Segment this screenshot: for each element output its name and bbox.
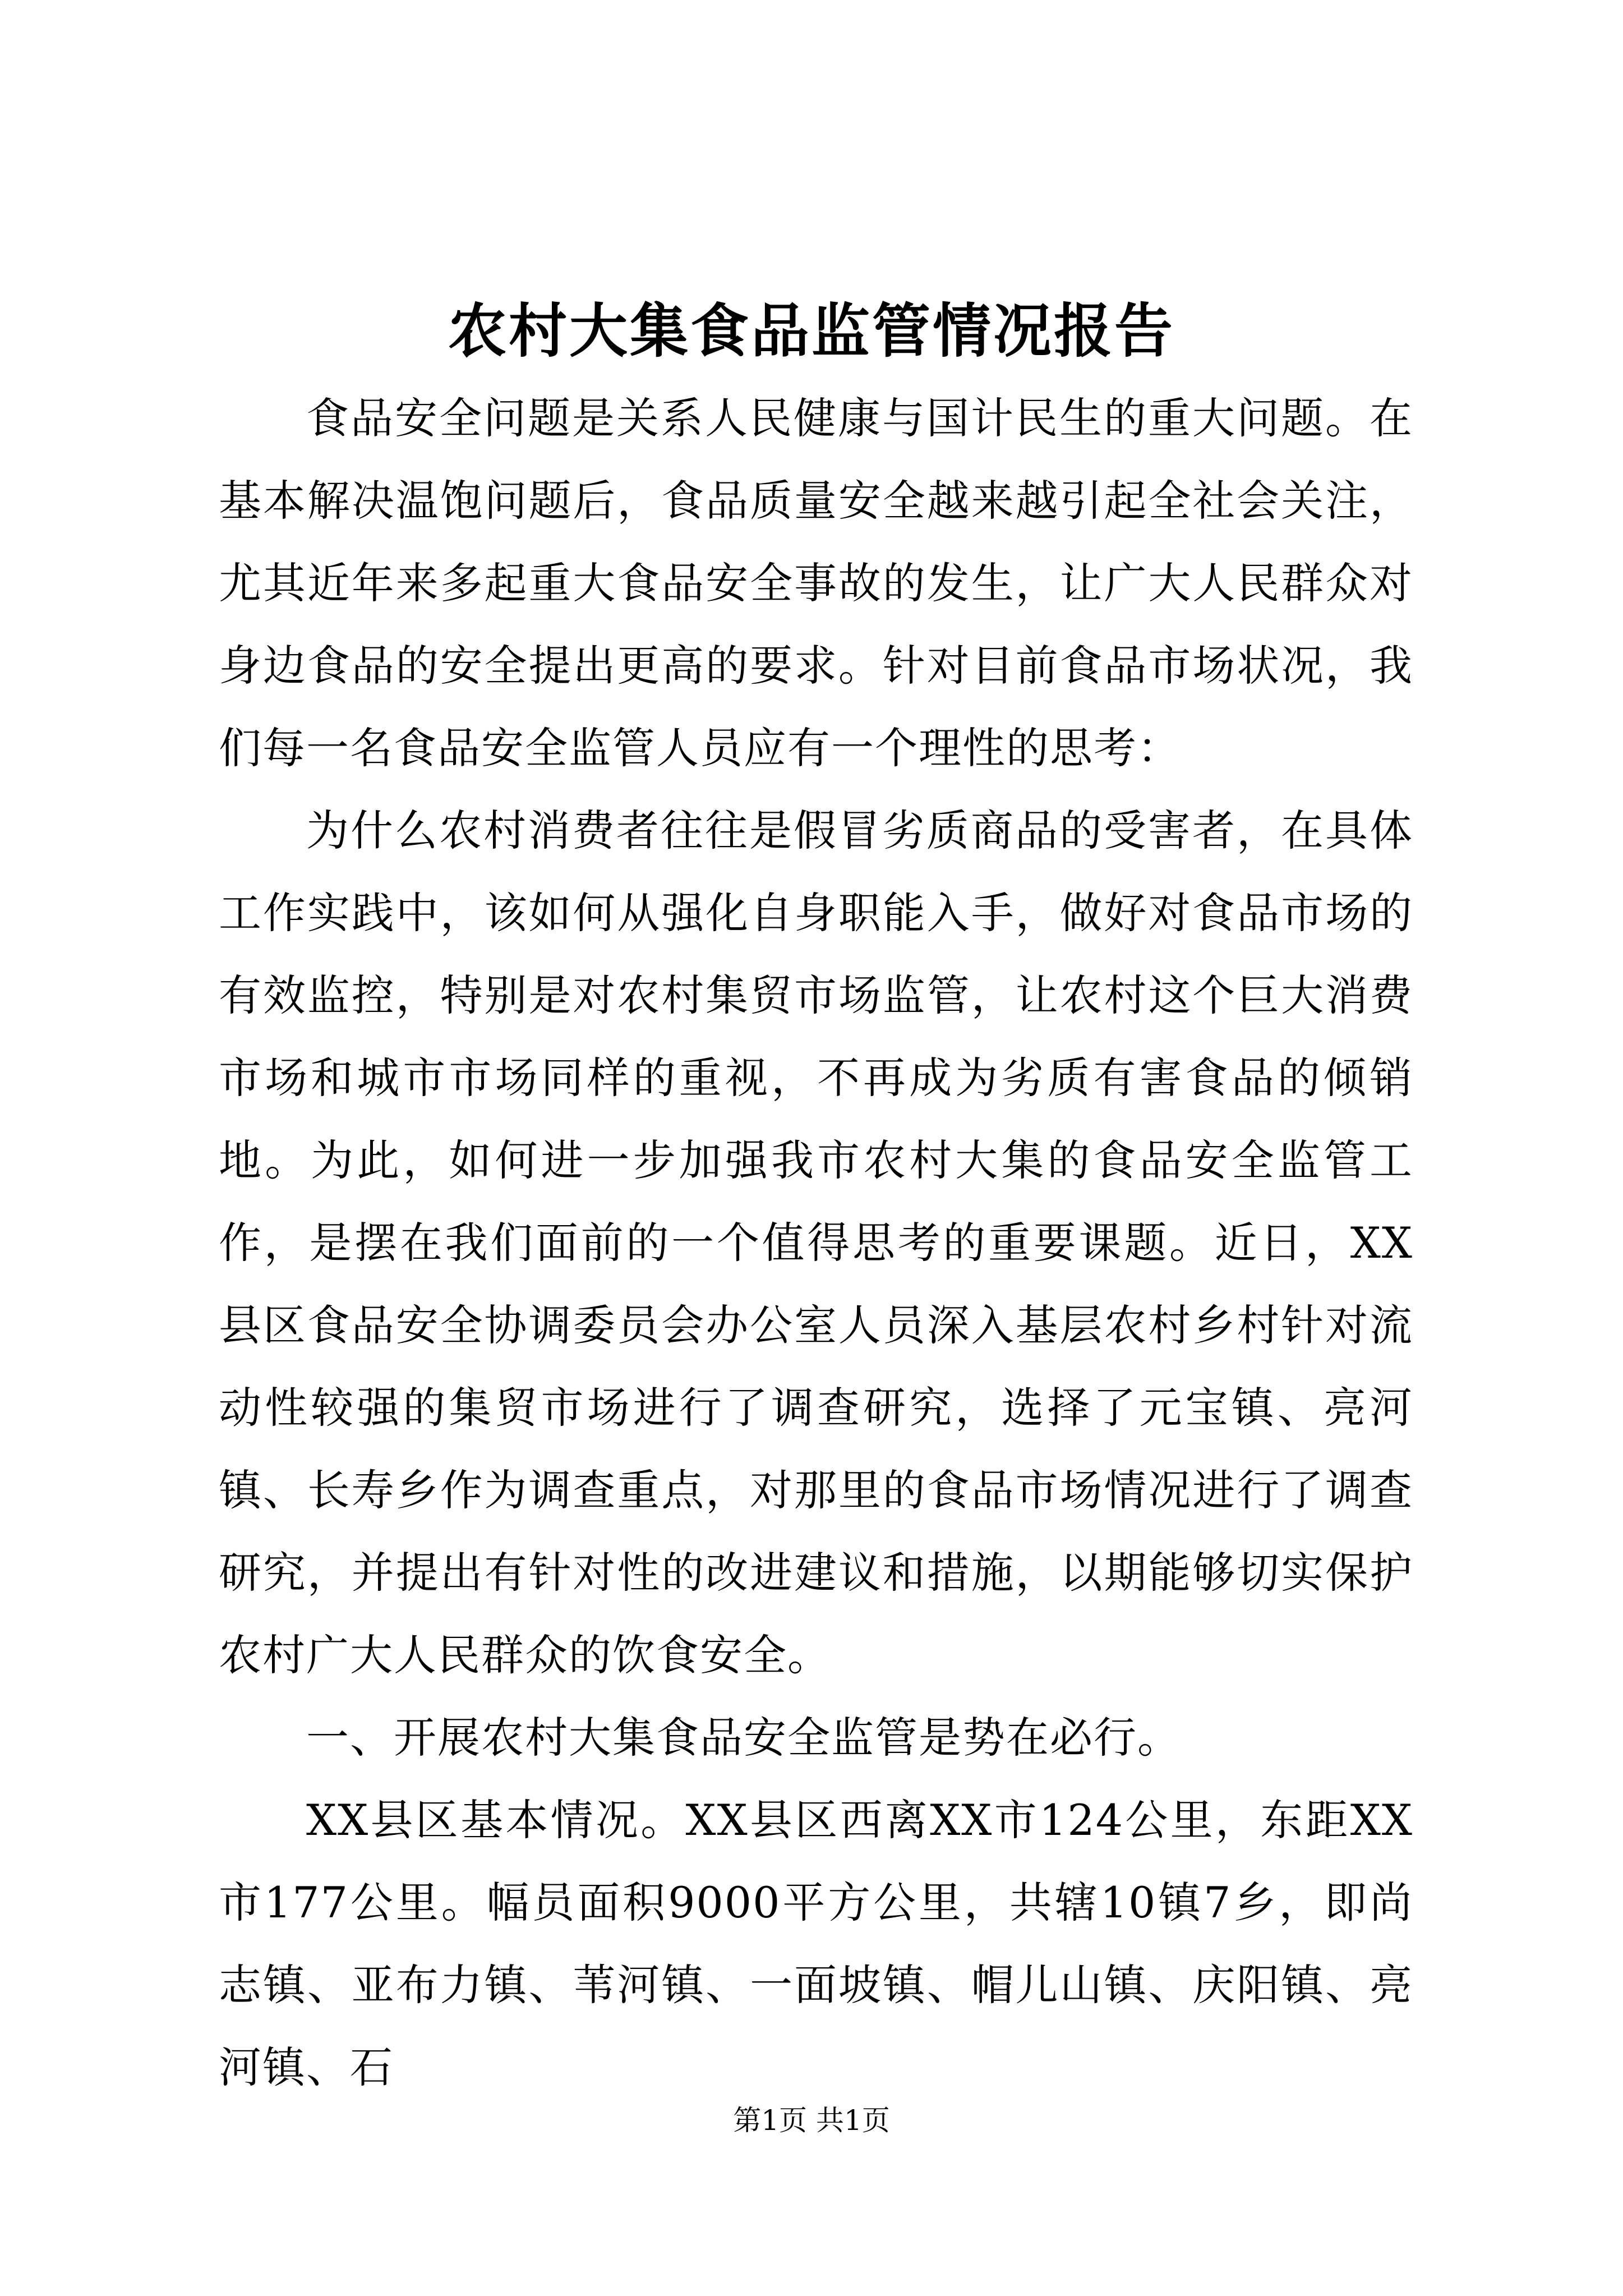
document-title: 农村大集食品监管情况报告 (448, 296, 1175, 365)
section-heading-1: 一、开展农村大集食品安全监管是势在必行。 (306, 1713, 1181, 1763)
page-footer: 第1页 共1页 (733, 2104, 890, 2137)
paragraph-intro: 食品安全问题是关系人民健康与国计民生的重大问题。在基本解决温饱问题后，食品质量安全越来越引起全社会关注，尤其近年来多起重大食品安全事故的发生，让广大人民群众对身边食品的安全提出更高的要求。针对目前食品市场状况，我们每一名食品安全监管人员应有一个理性的思考： (219, 393, 1413, 773)
paragraph-county-info: XX县区基本情况。XX县区西离XX市124公里，东距XX市177公里。幅员面积9000平方公里，共辖10镇7乡，即尚志镇、亚布力镇、苇河镇、一面坡镇、帽儿山镇、庆阳镇、亮河镇、石 (219, 1795, 1413, 2092)
paragraph-question: 为什么农村消费者往往是假冒劣质商品的受害者，在具体工作实践中，该如何从强化自身职能入手，做好对食品市场的有效监控，特别是对农村集贸市场监管，让农村这个巨大消费市场和城市市场同样的重视，不再成为劣质有害食品的倾销地。为此，如何进一步加强我市农村大集的食品安全监管工作，是摆在我们面前的一个值得思考的重要课题。近日，XX县区食品安全协调委员会办公室人员深入基层农村乡村针对流动性较强的集贸市场进行了调查研究，选择了元宝镇、亮河镇、长寿乡作为调查重点，对那里的食品市场情况进行了调查研究，并提出有针对性的改进建议和措施，以期能够切实保护农村广大人民群众的饮食安全。 (219, 806, 1413, 1680)
document-body (219, 377, 1413, 2109)
